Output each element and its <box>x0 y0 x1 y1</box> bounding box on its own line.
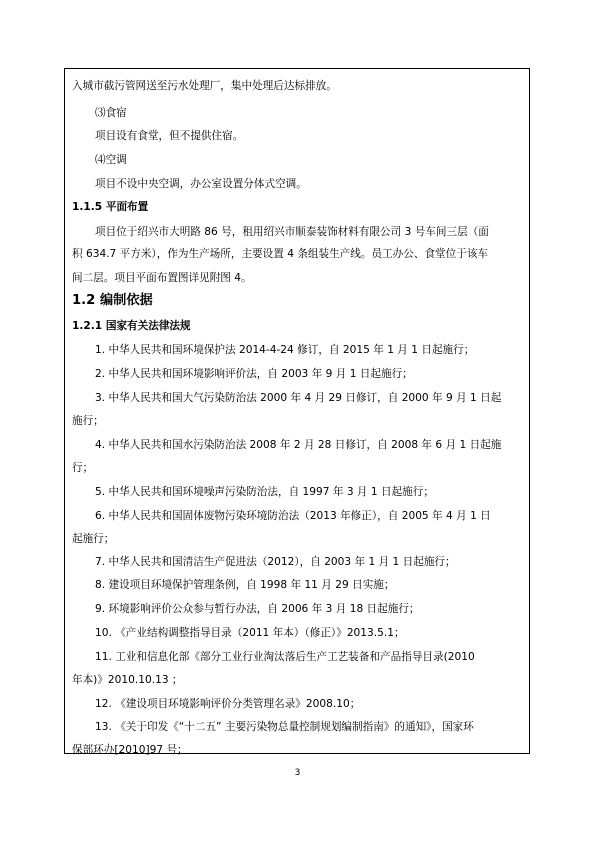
list-item: 3. 中华人民共和国大气污染防治法 2000 年 4 月 29 日修订，自 2000 年 9 月 1 日起 <box>95 392 502 404</box>
list-item-continuation: 保部环办[2010]97 号； <box>72 744 188 756</box>
list-item: 1. 中华人民共和国环境保护法 2014-4-24 修订，自 2015 年 1 月 1 日起施行； <box>95 344 475 356</box>
section-heading-1-2: 1.2 编制依据 <box>72 293 153 308</box>
section-heading-1-1-5: 1.1.5 平面布置 <box>72 201 149 213</box>
list-item: 6. 中华人民共和国固体废物污染环境防治法（2013 年修正），自 2005 年 4 月 1 日 <box>95 510 491 522</box>
list-item: 8. 建设项目环境保护管理条例，自 1998 年 11 月 29 日实施； <box>95 579 395 591</box>
list-item: 12. 《建设项目环境影响评价分类管理名录》2008.10； <box>95 698 361 710</box>
list-item-continuation: 起施行； <box>72 533 115 545</box>
text-line: 积 634.7 平方米），作为生产场所，主要设置 4 条组装生产线。员工办公、食堂位于该车 <box>72 248 489 260</box>
list-item: 4. 中华人民共和国水污染防治法 2008 年 2 月 28 日修订，自 2008 年 6 月 1 日起施 <box>95 439 502 451</box>
list-item-continuation: 年本)》2010.10.13 ； <box>72 674 183 686</box>
page-number: 3 <box>294 768 301 778</box>
list-item: 13. 《关于印发《“十二五” 主要污染物总量控制规划编制指南》的通知》，国家环 <box>95 721 474 733</box>
text-line: 项目设有食堂，但不提供住宿。 <box>95 130 244 142</box>
list-item: 10. 《产业结构调整指导目录（2011 年本）（修正）》2013.5.1； <box>95 627 405 639</box>
text-line: 项目不设中央空调，办公室设置分体式空调。 <box>95 178 307 190</box>
text-line: 项目位于绍兴市大明路 86 号，租用绍兴市顺泰装饰材料有限公司 3 号车间三层（面 <box>95 226 489 238</box>
subheading-food: ⑶食宿 <box>95 107 127 119</box>
list-item: 7. 中华人民共和国清洁生产促进法（2012），自 2003 年 1 月 1 日起施行； <box>95 556 456 568</box>
list-item: 2. 中华人民共和国环境影响评价法，自 2003 年 9 月 1 日起施行； <box>95 368 413 380</box>
text-line: 入城市截污管网送至污水处理厂，集中处理后达标排放。 <box>72 80 337 92</box>
subheading-aircon: ⑷空调 <box>95 154 127 166</box>
list-item: 5. 中华人民共和国环境噪声污染防治法，自 1997 年 3 月 1 日起施行； <box>95 486 434 498</box>
list-item-continuation: 施行； <box>72 415 104 427</box>
list-item: 9. 环境影响评价公众参与暂行办法，自 2006 年 3 月 18 日起施行； <box>95 603 420 615</box>
list-item: 11. 工业和信息化部《部分工业行业淘汰落后生产工艺装备和产品指导目录(2010 <box>95 651 475 663</box>
list-item-continuation: 行； <box>72 462 94 474</box>
section-heading-1-2-1: 1.2.1 国家有关法律法规 <box>72 320 191 332</box>
text-line: 间二层。项目平面布置图详见附图 4。 <box>72 272 252 284</box>
